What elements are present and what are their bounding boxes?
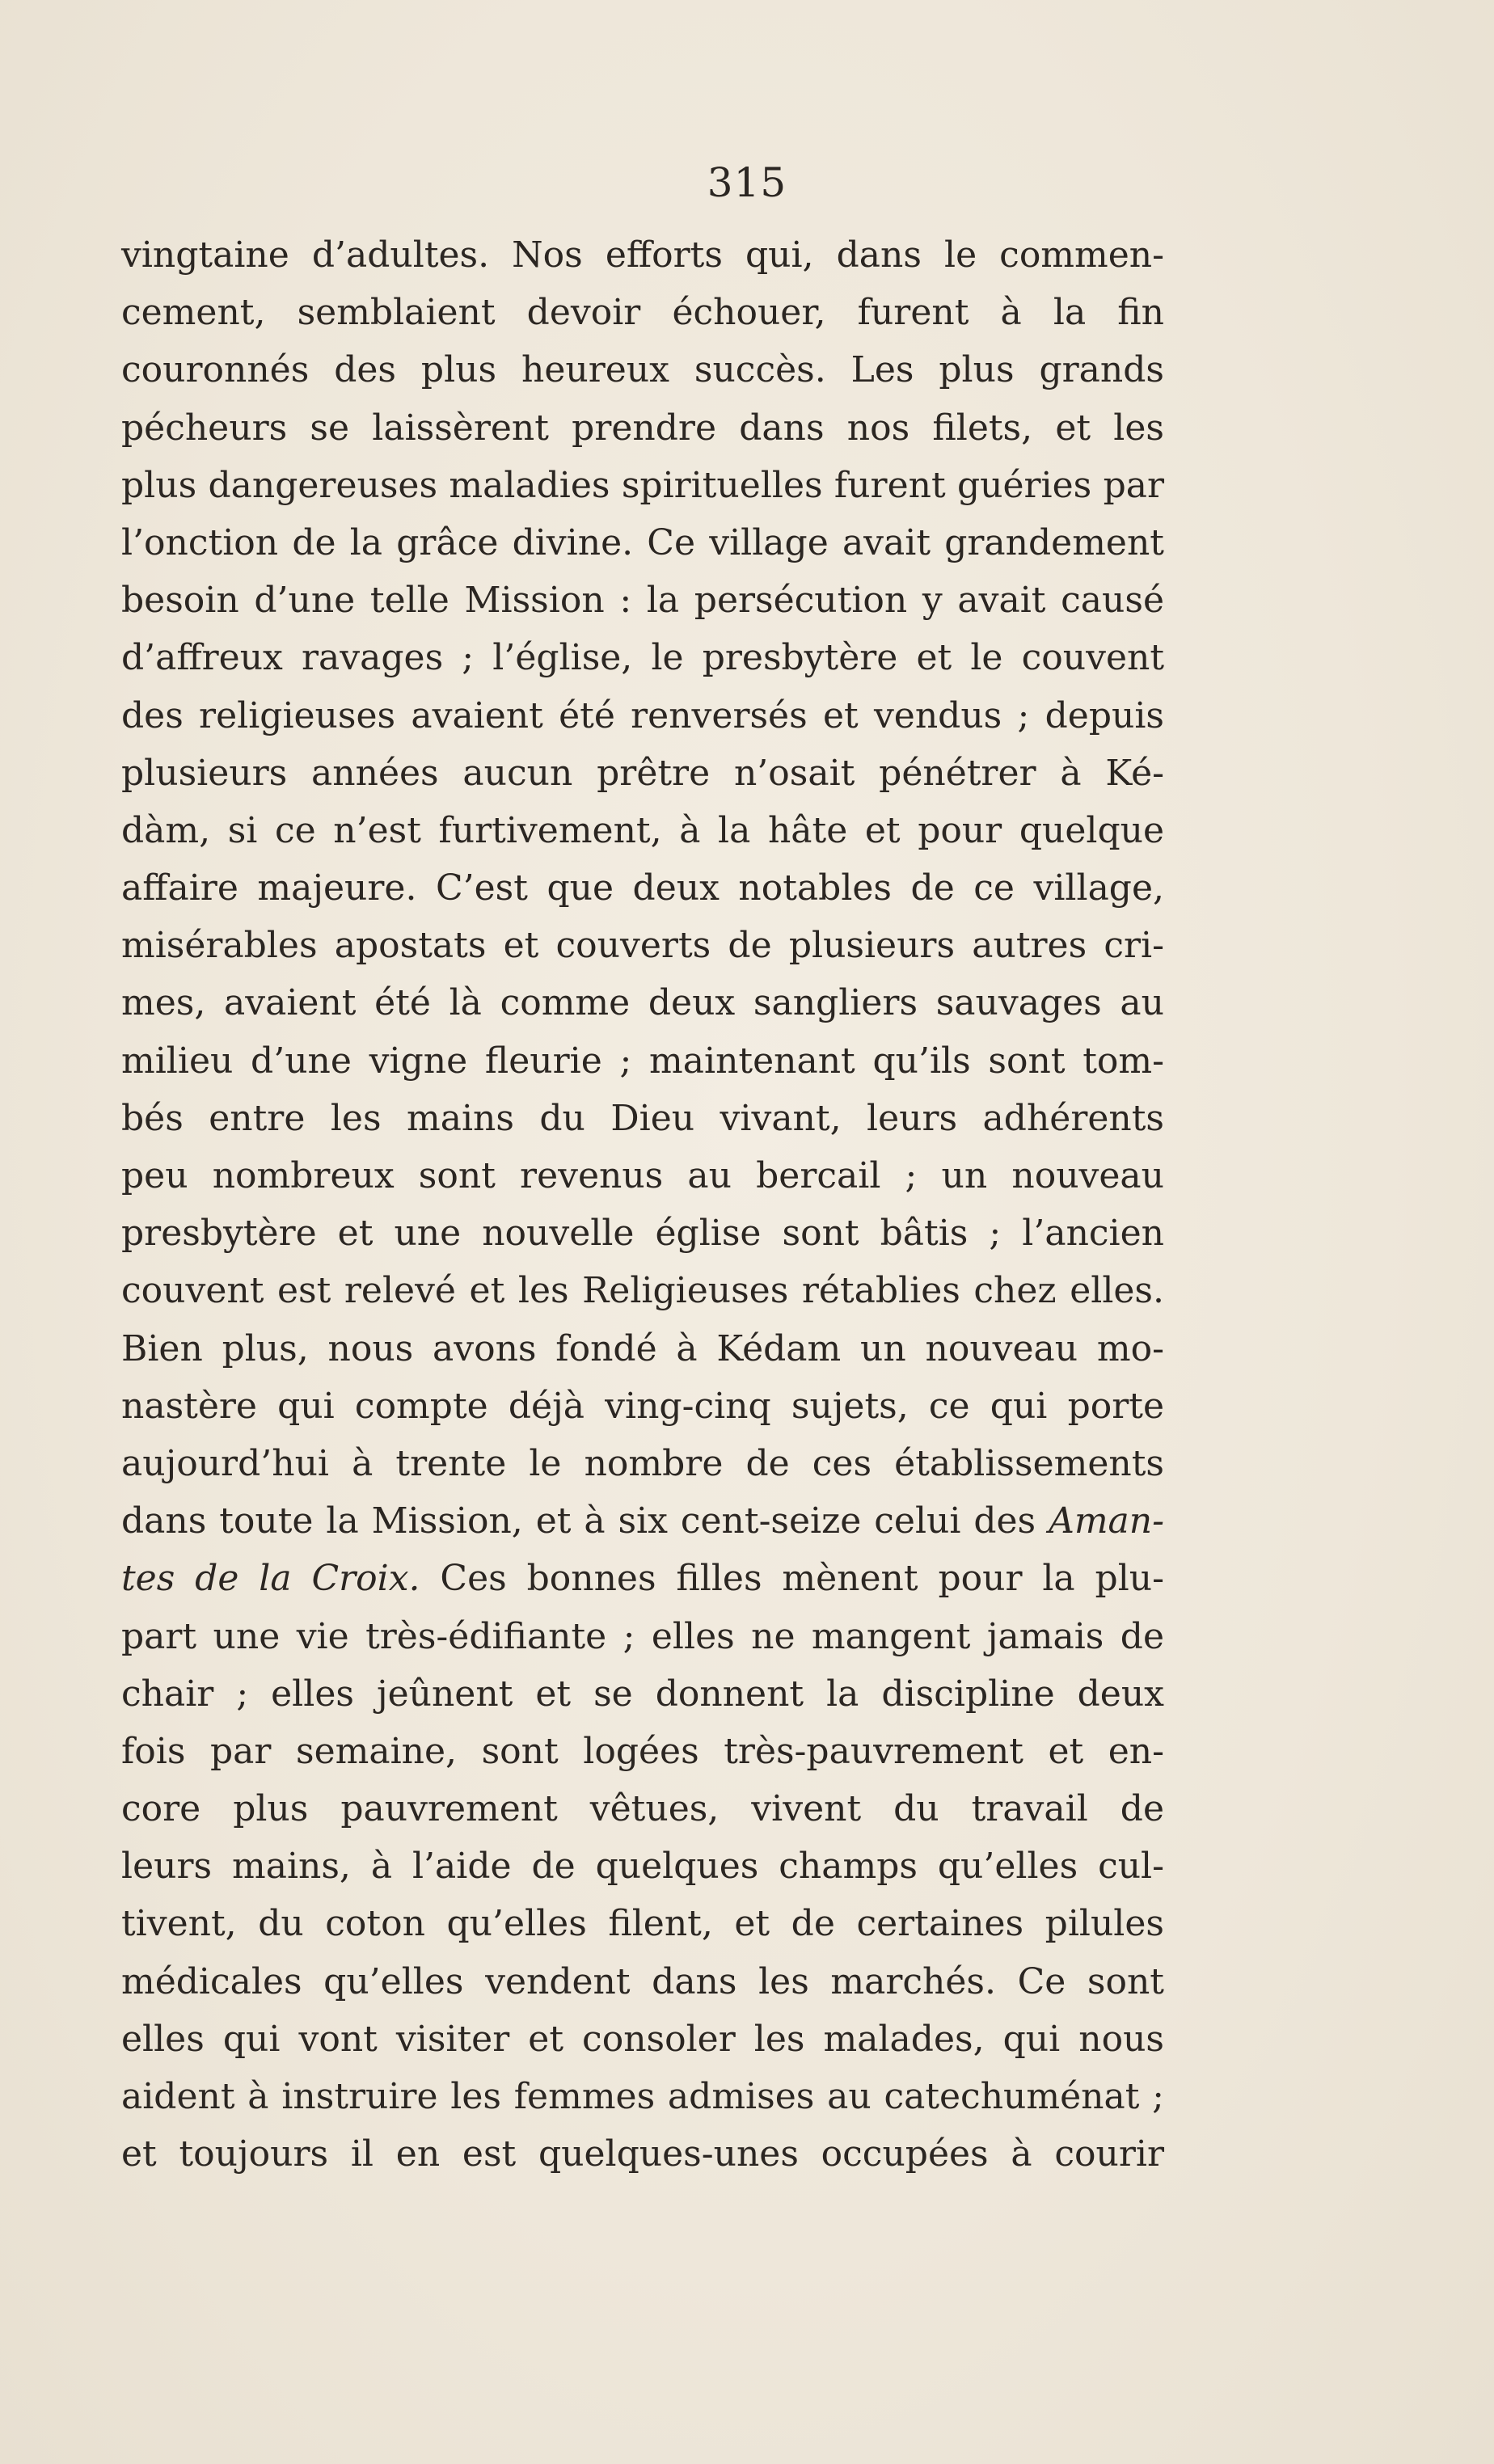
text-line: peu nombreux sont revenus au bercail ; un nouveau [121, 1155, 1164, 1196]
text-line: leurs mains, à l’aide de quelques champs qu’elles cul- [121, 1846, 1164, 1888]
text-line: aujourd’hui à trente le nombre de ces établissements [121, 1442, 1164, 1484]
text-line: mes, avaient été là comme deux sangliers sauvages au [121, 982, 1164, 1024]
text-line: vingtaine d’adultes. Nos efforts qui, dans le commen- [121, 234, 1164, 276]
text-line: bés entre les mains du Dieu vivant, leurs adhérents [121, 1097, 1164, 1139]
text-line: dàm, si ce n’est furtivement, à la hâte et pour quelque [121, 809, 1164, 851]
text-line: presbytère et une nouvelle église sont bâtis ; l’ancien [121, 1213, 1164, 1255]
text-fragment: dans toute la Mission, et à six cent-seize celui des [121, 1500, 1036, 1542]
text-line: elles qui vont visiter et consoler les malades, qui nous [121, 2018, 1164, 2060]
text-line: fois par semaine, sont logées très-pauvrement et en- [121, 1730, 1164, 1772]
text-line: chair ; elles jeûnent et se donnent la discipline deux [121, 1673, 1164, 1715]
italic-title-start: Aman- [1049, 1500, 1164, 1542]
text-line: cement, semblaient devoir échouer, furent à la fin [121, 292, 1164, 334]
text-line: des religieuses avaient été renversés et vendus ; depuis [121, 694, 1164, 736]
text-line: core plus pauvrement vêtues, vivent du travail de [121, 1788, 1164, 1830]
text-line: nastère qui compte déjà ving-cinq sujets, ce qui porte [121, 1385, 1164, 1427]
text-line: plus dangereuses maladies spirituelles furent guéries par [121, 464, 1164, 506]
text-fragment: Ces bonnes filles mènent pour la plu- [420, 1558, 1164, 1600]
text-line: milieu d’une vigne fleurie ; maintenant qu’ils sont tom- [121, 1040, 1164, 1082]
text-line: Bien plus, nous avons fondé à Kédam un nouveau mo- [121, 1327, 1164, 1369]
text-line: et toujours il en est quelques-unes occupées à courir [121, 2133, 1164, 2175]
text-line: d’affreux ravages ; l’église, le presbytère et le couvent [121, 637, 1164, 679]
text-line: plusieurs années aucun prêtre n’osait pénétrer à Ké- [121, 752, 1164, 794]
text-line: pécheurs se laissèrent prendre dans nos filets, et les [121, 407, 1164, 449]
page-number: 315 [707, 159, 787, 206]
italic-title: tes de la Croix. [121, 1558, 420, 1600]
text-line-mixed [121, 1550, 1164, 1607]
text-line: l’onction de la grâce divine. Ce village avait grandement [121, 521, 1164, 563]
text-line: couvent est relevé et les Religieuses rétablies chez elles. [121, 1270, 1164, 1312]
text-line: médicales qu’elles vendent dans les marchés. Ce sont [121, 1960, 1164, 2002]
text-line: part une vie très-édifiante ; elles ne mangent jamais de [121, 1615, 1164, 1657]
text-line: aident à instruire les femmes admises au catechuménat ; [121, 2076, 1164, 2117]
text-line: affaire majeure. C’est que deux notables de ce village, [121, 867, 1164, 909]
text-line-mixed [121, 1492, 1164, 1550]
body-text [121, 226, 1164, 2183]
text-line: couronnés des plus heureux succès. Les plus grands [121, 349, 1164, 391]
text-line: misérables apostats et couverts de plusieurs autres cri- [121, 925, 1164, 967]
text-line: besoin d’une telle Mission : la persécution y avait causé [121, 580, 1164, 622]
text-line: tivent, du coton qu’elles filent, et de certaines pilules [121, 1903, 1164, 1945]
